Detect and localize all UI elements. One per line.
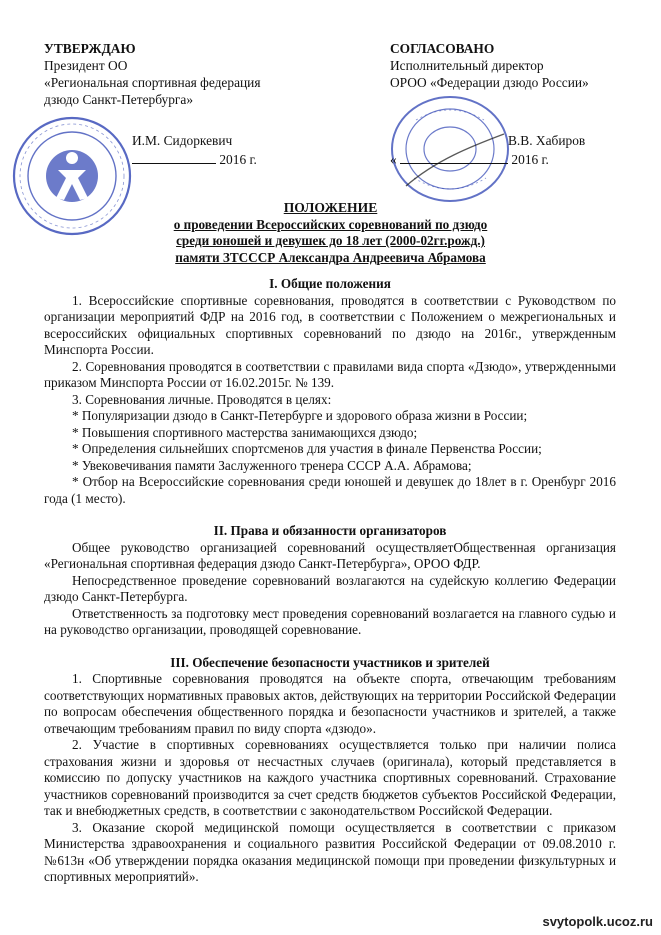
document-title: [0, 200, 661, 266]
date-blank: [132, 150, 216, 164]
approval-title: УТВЕРЖДАЮ: [44, 41, 136, 56]
agreement-title: СОГЛАСОВАНО: [390, 41, 495, 56]
paragraph: 3. Оказание скорой медицинской помощи осуществляется в соответствии с приказом Министерства здравоохранения и социального развития Российской Федерации от 09.08.2010 г. №613н «Об утверждении порядка оказания медицинской помощи при проведении физкультурных и спортивных мероприятий».: [44, 819, 616, 884]
round-seal-right-icon: [386, 90, 514, 208]
approval-position: Президент ОО: [44, 58, 128, 73]
agreement-date-quote: «: [390, 152, 397, 167]
document-body: [44, 276, 616, 886]
title-line-2: о проведении Всероссийских соревнований по дзюдо: [173, 216, 488, 232]
list-item: * Повышения спортивного мастерства занимающихся дзюдо;: [72, 424, 418, 440]
section-heading: II. Права и обязанности организаторов: [213, 523, 447, 538]
approval-org-line2: дзюдо Санкт-Петербурга»: [44, 92, 194, 107]
section-heading: III. Обеспечение безопасности участников и зрителей: [170, 654, 490, 670]
list-item: * Увековечивания памяти Заслуженного тренера СССР А.А. Абрамова;: [72, 457, 472, 473]
section-heading: I. Общие положения: [269, 276, 391, 291]
agreement-position: Исполнительный директор: [390, 58, 544, 73]
paragraph: 2. Соревнования проводятся в соответствии с правилами вида спорта «Дзюдо», утвержденными приказом Минспорта России от 16.02.2015г. № 139.: [44, 358, 616, 390]
paragraph: Непосредственное проведение соревнований возлагаются на судейскую коллегию Федерации дзюдо Санкт-Петербурга.: [44, 572, 616, 604]
agreement-org: ОРОО «Федерации дзюдо России»: [390, 75, 589, 90]
paragraph: Общее руководство организацией соревнований осуществляетОбщественная организация «Региональная спортивная федерация дзюдо Санкт-Петербурга», ОРОО ФДР.: [44, 539, 616, 571]
list-item: * Популяризации дзюдо в Санкт-Петербурге и здорового образа жизни в России;: [72, 408, 528, 423]
date-blank: [400, 150, 508, 164]
approval-date-line: [132, 150, 257, 168]
approval-signer: И.М. Сидоркевич: [132, 133, 233, 148]
approval-org-line1: «Региональная спортивная федерация: [44, 75, 261, 90]
agreement-block: [390, 40, 650, 167]
list-item: * Определения сильнейших спортсменов для участия в финале Первенства России;: [72, 441, 542, 456]
paragraph: 3. Соревнования личные. Проводятся в целях:: [72, 391, 332, 407]
paragraph: 2. Участие в спортивных соревнованиях осуществляется только при наличии полиса страхования жизни и здоровья от несчастных случаев (оригинала), который представляется в комиссию по допуску участников на каждого участника спортивных соревнований. Страхование участников соревнований производится за счет средств бюджетов субъектов Российской Федерации, так и внебюджетных средств, в соответствии с законодательством Российской Федерации.: [44, 737, 616, 818]
title-line-3: среди юношей и девушек до 18 лет (2000-02гг.рожд.): [176, 233, 485, 248]
agreement-signer: В.В. Хабиров: [508, 133, 586, 148]
list-item: * Отбор на Всероссийские соревнования среди юношей и девушек до 18лет в г. Оренбург 2016 года (1 место).: [44, 474, 616, 506]
paragraph: 1. Всероссийские спортивные соревнования, проводятся в соответствии с Руководством по организации мероприятий ФДР на 2016 год, в соответствии с Положением о межрегиональных и всероссийских официальных спортивных соревнований по дзюдо на 2016г., утвержденным Минспорта России.: [44, 292, 616, 357]
title-line-1: ПОЛОЖЕНИЕ: [283, 200, 378, 215]
paragraph: Ответственность за подготовку мест проведения соревнований возлагается на главного судью и на руководство организации, проводящей соревнование.: [44, 605, 616, 637]
approval-signature-line: [132, 132, 232, 149]
agreement-signature-line: [508, 132, 585, 149]
approval-block: [44, 40, 324, 167]
paragraph: 1. Спортивные соревнования проводятся на объекте спорта, отвечающим требованиям соответствующих нормативных правовых актов, действующих на территории Российской Федерации по вопросам обеспечения общественного порядка и безопасности участников и зрителей, а также отвечающим требованиям правил по виду спорта «дзюдо».: [44, 671, 616, 736]
approval-date: 2016 г.: [219, 152, 257, 167]
agreement-date: 2016 г.: [511, 152, 549, 167]
agreement-date-line: [390, 150, 549, 168]
title-line-4: памяти ЗТСССР Александра Андреевича Абрамова: [175, 249, 486, 265]
watermark: svytopolk.ucoz.ru: [542, 914, 653, 929]
